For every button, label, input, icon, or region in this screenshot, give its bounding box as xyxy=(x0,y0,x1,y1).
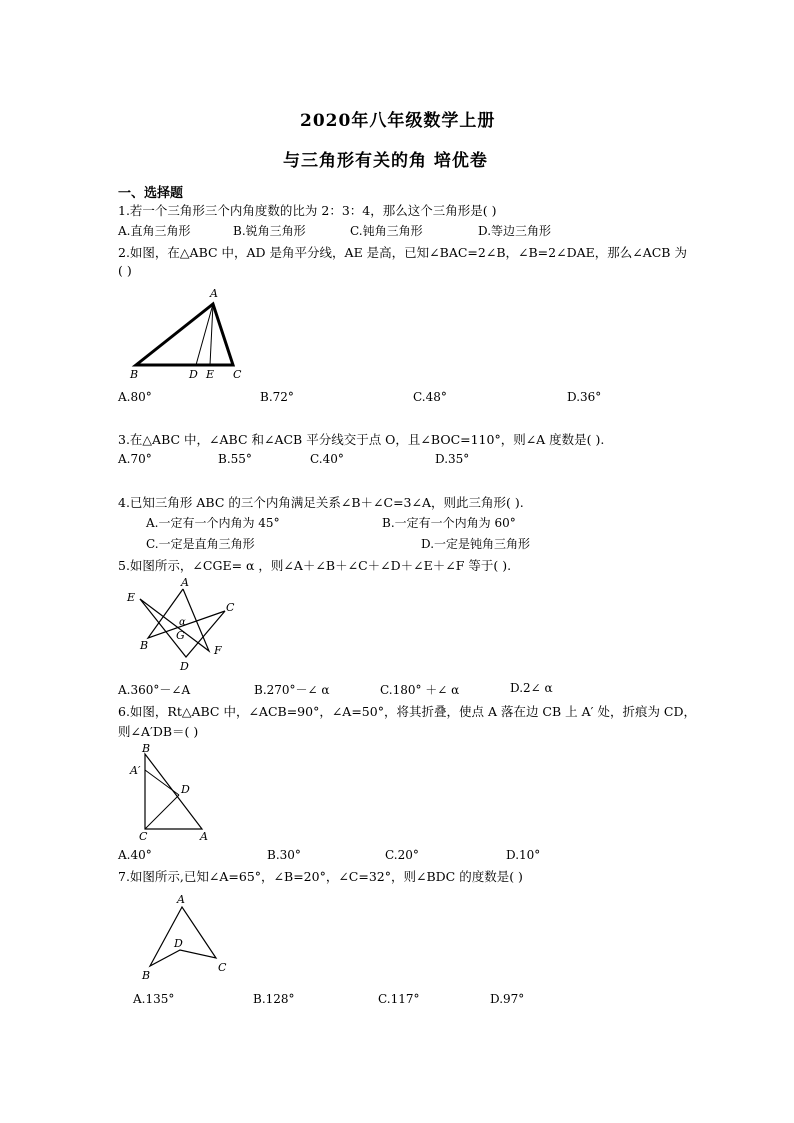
question-6-text-cont: 则∠A′DB＝( ) xyxy=(118,724,199,739)
q7-label-b: B xyxy=(142,969,151,982)
q5-line-c-d-e xyxy=(140,599,225,657)
q6-label-b: B xyxy=(142,742,151,755)
q6-option-c[interactable]: C.20° xyxy=(385,848,419,862)
question-5-text: 5.如图所示，∠CGE= α ，则∠A＋∠B＋∠C＋∠D＋∠E＋∠F 等于( ). xyxy=(118,558,512,573)
q6-label-a: A xyxy=(200,830,208,842)
q7-label-a: A xyxy=(177,893,185,906)
question-2-text: 2.如图，在△ABC 中，AD 是角平分线，AE 是高，已知∠BAC=2∠B，∠B=2∠DAE，那么∠ACB 为 xyxy=(118,245,687,260)
q5-label-e: E xyxy=(127,591,136,604)
section-heading: 一、选择题 xyxy=(118,186,184,201)
q5-label-alpha: α xyxy=(179,617,186,628)
q3-option-d[interactable]: D.35° xyxy=(435,452,470,466)
q2-option-c[interactable]: C.48° xyxy=(413,390,447,404)
question-7-text: 7.如图所示,已知∠A=65°，∠B=20°，∠C=32°，则∠BDC 的度数是( ) xyxy=(118,869,523,884)
q6-option-b[interactable]: B.30° xyxy=(267,848,301,862)
document-subtitle: 与三角形有关的角 培优卷 xyxy=(283,151,488,171)
q7-label-c: C xyxy=(218,961,227,974)
q6-option-a[interactable]: A.40° xyxy=(118,848,152,862)
question-1-text: 1.若一个三角形三个内角度数的比为 2：3：4，那么这个三角形是( ) xyxy=(118,203,497,218)
question-6-text: 6.如图，Rt△ABC 中，∠ACB=90°，∠A=50°，将其折叠，使点 A 落在边 CB 上 A′ 处，折痕为 CD， xyxy=(118,704,697,719)
q7-option-a[interactable]: A.135° xyxy=(133,992,175,1006)
q6-triangle-figure xyxy=(118,742,228,842)
question-2-answer-blank: ( ) xyxy=(118,263,132,278)
q5-option-b[interactable]: B.270°－∠ α xyxy=(254,683,330,697)
q4-option-b[interactable]: B.一定有一个内角为 60° xyxy=(382,516,516,530)
q6-label-d: D xyxy=(181,783,190,796)
q6-label-c: C xyxy=(139,830,148,842)
q7-option-b[interactable]: B.128° xyxy=(253,992,295,1006)
q7-label-d: D xyxy=(174,937,183,950)
q5-label-g: G xyxy=(176,629,185,642)
q2-label-d: D xyxy=(189,368,198,381)
q6-line-a-prime-d xyxy=(145,770,179,795)
q7-option-d[interactable]: D.97° xyxy=(490,992,525,1006)
q5-label-f: F xyxy=(214,644,222,657)
q3-option-c[interactable]: C.40° xyxy=(310,452,344,466)
document-title: 2020年八年级数学上册 xyxy=(300,111,496,131)
q5-option-c[interactable]: C.180° ＋∠ α xyxy=(380,683,460,697)
q2-option-b[interactable]: B.72° xyxy=(260,390,294,404)
question-3-text: 3.在△ABC 中，∠ABC 和∠ACB 平分线交于点 O，且∠BOC=110°，则∠A 度数是( ). xyxy=(118,432,605,447)
q4-option-c[interactable]: C.一定是直角三角形 xyxy=(146,537,255,551)
q6-option-d[interactable]: D.10° xyxy=(506,848,541,862)
q1-option-b[interactable]: B.锐角三角形 xyxy=(233,224,306,238)
q7-option-c[interactable]: C.117° xyxy=(378,992,420,1006)
q2-label-c: C xyxy=(233,368,242,381)
q5-label-c: C xyxy=(226,601,235,614)
q5-option-d[interactable]: D.2∠ α xyxy=(510,681,553,695)
q5-label-a: A xyxy=(181,576,189,589)
q3-option-a[interactable]: A.70° xyxy=(118,452,152,466)
q5-star-figure xyxy=(118,576,248,676)
q5-label-b: B xyxy=(140,639,149,652)
q2-option-a[interactable]: A.80° xyxy=(118,390,152,404)
q1-option-a[interactable]: A.直角三角形 xyxy=(118,224,191,238)
q2-option-d[interactable]: D.36° xyxy=(567,390,602,404)
q6-label-a-prime: A′ xyxy=(130,764,141,777)
q4-option-a[interactable]: A.一定有一个内角为 45° xyxy=(146,516,280,530)
q5-option-a[interactable]: A.360°－∠A xyxy=(118,683,191,697)
question-4-text: 4.已知三角形 ABC 的三个内角满足关系∠B＋∠C=3∠A，则此三角形( ). xyxy=(118,495,524,510)
q7-concave-figure xyxy=(136,890,236,986)
q5-label-d: D xyxy=(180,660,189,673)
q1-option-c[interactable]: C.钝角三角形 xyxy=(350,224,423,238)
q2-triangle-abc xyxy=(136,304,233,365)
q7-quadrilateral-abdc xyxy=(150,907,216,966)
q2-label-b: B xyxy=(130,368,139,381)
q1-option-d[interactable]: D.等边三角形 xyxy=(478,224,552,238)
q2-triangle-figure xyxy=(118,282,258,384)
q2-label-a: A xyxy=(210,287,218,300)
q2-label-e: E xyxy=(206,368,215,381)
q6-fold-line-cd xyxy=(145,795,179,829)
q4-option-d[interactable]: D.一定是钝角三角形 xyxy=(421,537,531,551)
q3-option-b[interactable]: B.55° xyxy=(218,452,252,466)
